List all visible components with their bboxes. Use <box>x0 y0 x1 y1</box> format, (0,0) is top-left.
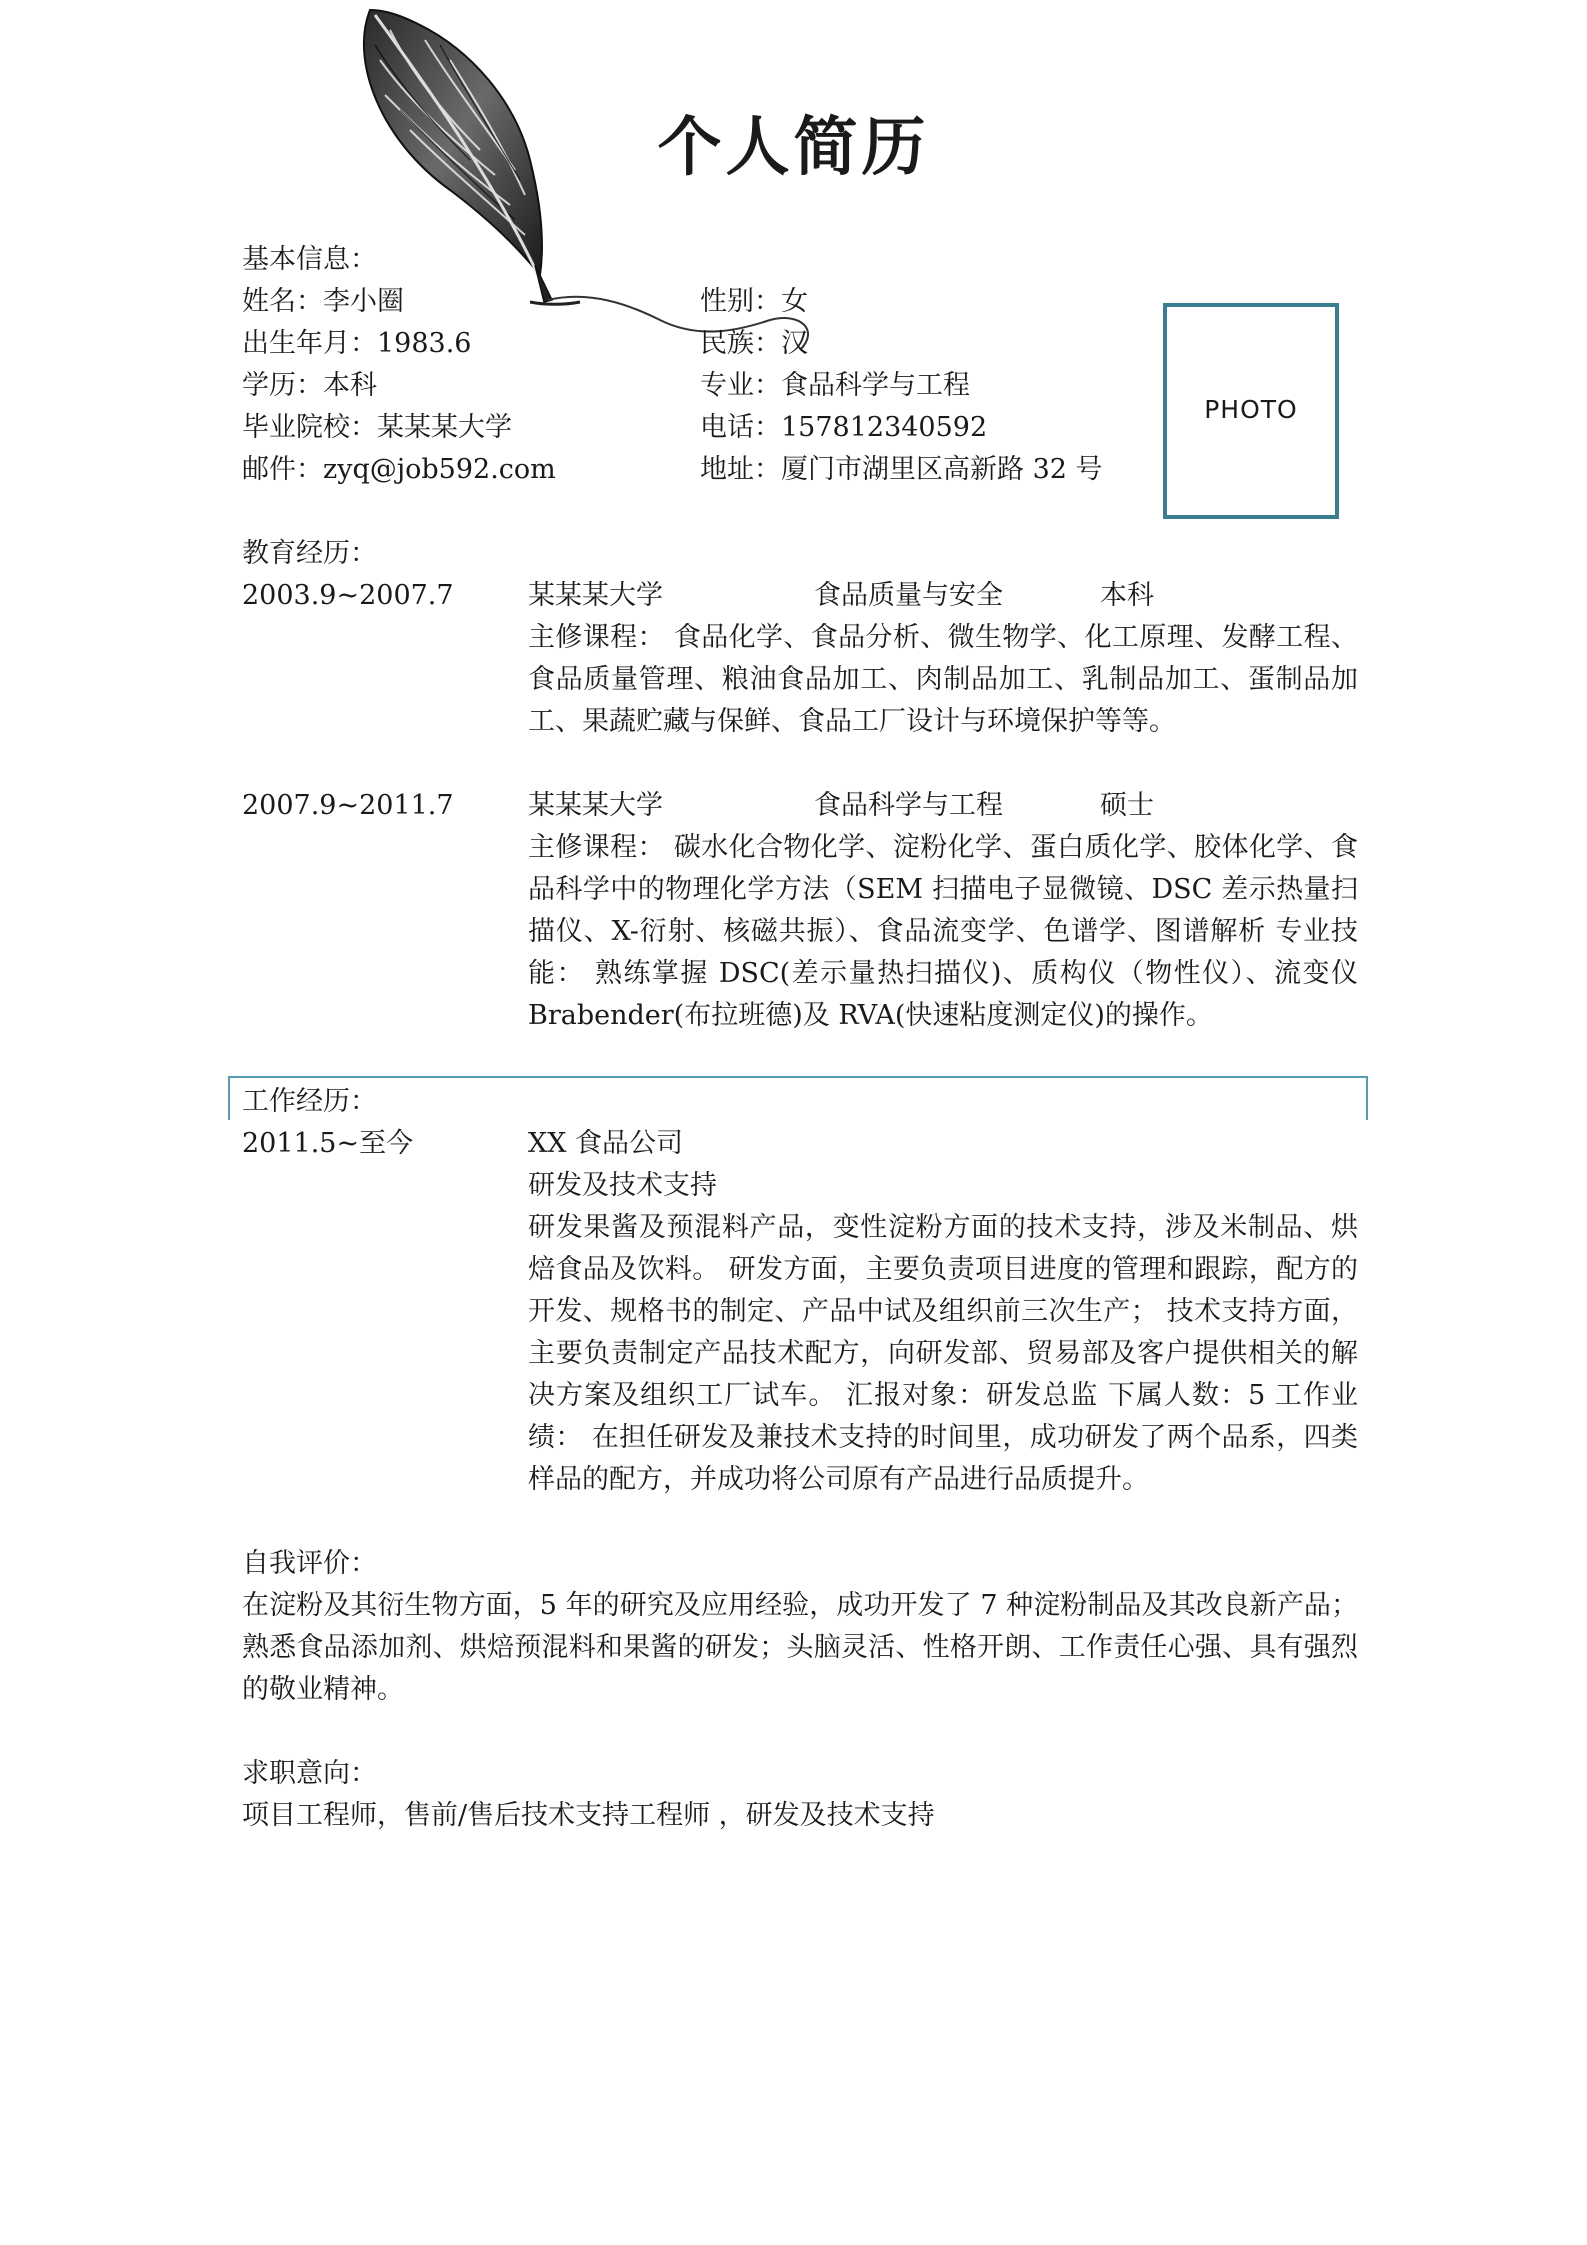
work-1-period: 2011.5~至今 <box>242 1128 414 1159</box>
address-field: 地址：厦门市湖里区高新路 32 号 <box>700 454 1103 485</box>
page-title: 个人简历 <box>657 110 930 185</box>
email-field: 邮件：zyq@job592.com <box>242 454 556 485</box>
photo-placeholder[interactable] <box>1163 303 1339 519</box>
job-intention-text: 项目工程师，售前/售后技术支持工程师 ，研发及技术支持 <box>242 1800 935 1831</box>
school-field: 毕业院校：某某某大学 <box>242 412 512 443</box>
major-field: 专业：食品科学与工程 <box>700 370 970 401</box>
basic-info-heading: 基本信息： <box>242 244 377 275</box>
education-heading: 教育经历： <box>242 538 377 569</box>
work-heading: 工作经历： <box>242 1086 377 1117</box>
birth-field: 出生年月：1983.6 <box>242 328 472 359</box>
edu-2-period: 2007.9~2011.7 <box>242 790 454 821</box>
work-1-position: 研发及技术支持 <box>528 1170 717 1201</box>
education-field: 学历：本科 <box>242 370 377 401</box>
name-field: 姓名：李小圈 <box>242 286 404 317</box>
job-intention-heading: 求职意向： <box>242 1758 377 1789</box>
self-evaluation-text: 在淀粉及其衍生物方面，5 年的研究及应用经验，成功开发了 7 种淀粉制品及其改良新产品；熟悉食品添加剂、烘焙预混料和果酱的研发；头脑灵活、性格开朗、工作责任心强、具有强烈的敬业精神。 <box>242 1590 1358 1705</box>
work-1-company: XX 食品公司 <box>528 1128 684 1159</box>
work-section-frame <box>228 1076 1368 1120</box>
edu-2-degree: 硕士 <box>1100 790 1154 821</box>
phone-field: 电话：157812340592 <box>700 412 988 443</box>
gender-field: 性别：女 <box>700 286 808 317</box>
ethnicity-field: 民族：汉 <box>700 328 808 359</box>
edu-1-school: 某某某大学 <box>528 580 663 611</box>
edu-1-detail: 主修课程： 食品化学、食品分析、微生物学、化工原理、发酵工程、食品质量管理、粮油食品加工、肉制品加工、乳制品加工、蛋制品加工、果蔬贮藏与保鲜、食品工厂设计与环境保护等等。 <box>528 622 1358 737</box>
edu-2-major: 食品科学与工程 <box>814 790 1003 821</box>
work-1-detail: 研发果酱及预混料产品，变性淀粉方面的技术支持，涉及米制品、烘焙食品及饮料。 研发方面，主要负责项目进度的管理和跟踪，配方的开发、规格书的制定、产品中试及组织前三次生产； 技术支持方面，主要负责制定产品技术配方，向研发部、贸易部及客户提供相关的解决方案及组织工厂试车。 汇报对象：研发总监 下属人数：5 工作业绩： 在担任研发及兼技术支持的时间里，成功研发了两个品系，四类样品的配方，并成功将公司原有产品进行品质提升。 <box>528 1212 1358 1495</box>
edu-1-major: 食品质量与安全 <box>814 580 1003 611</box>
edu-1-period: 2003.9~2007.7 <box>242 580 454 611</box>
edu-2-school: 某某某大学 <box>528 790 663 821</box>
edu-1-degree: 本科 <box>1100 580 1154 611</box>
photo-label: PHOTO <box>1204 395 1298 424</box>
self-evaluation-heading: 自我评价： <box>242 1548 377 1579</box>
edu-2-detail: 主修课程： 碳水化合物化学、淀粉化学、蛋白质化学、胶体化学、食品科学中的物理化学方法（SEM 扫描电子显微镜、DSC 差示热量扫描仪、X-衍射、核磁共振）、食品流变学、色谱学、图谱解析 专业技能： 熟练掌握 DSC(差示量热扫描仪)、质构仪（物性仪）、流变仪 Brabender(布拉班德)及 RVA(快速粘度测定仪)的操作。 <box>528 832 1358 1031</box>
